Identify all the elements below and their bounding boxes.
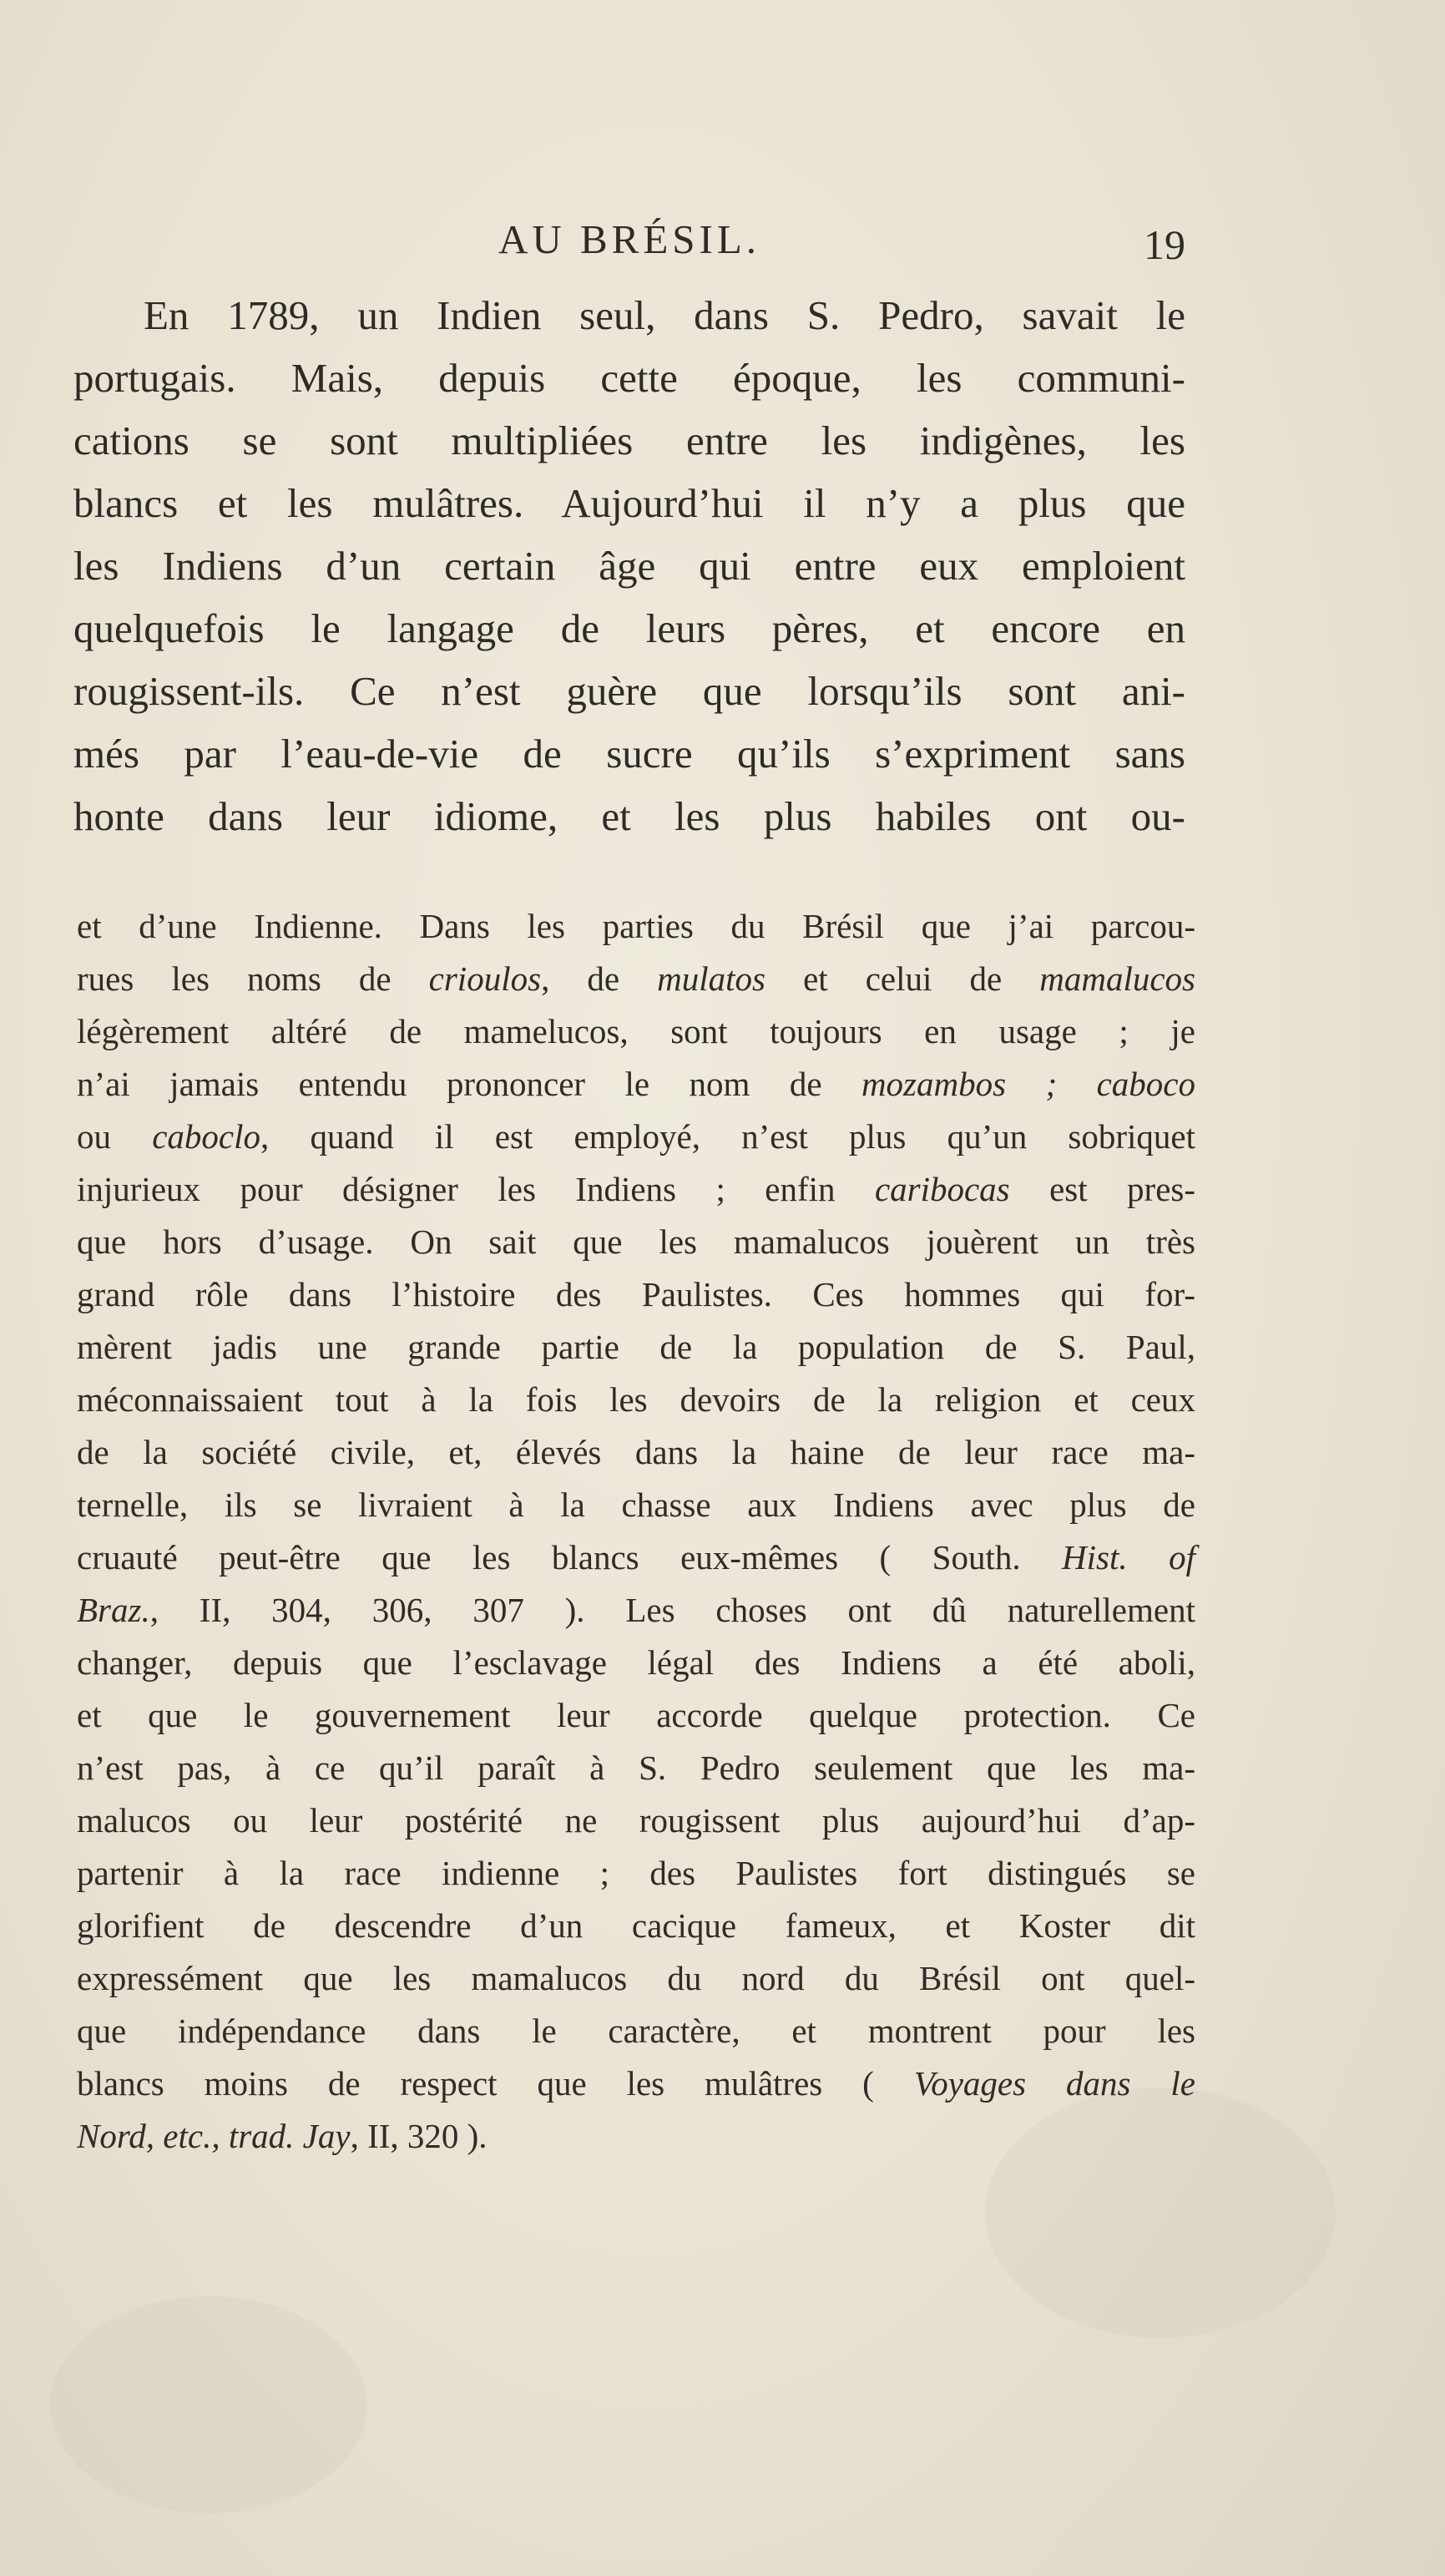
footnote-line [77, 1374, 1195, 1426]
footnote-text: de la société civile, et, élevés dans la haine de leur race ma- [77, 1433, 1195, 1471]
footnote-line [77, 1005, 1195, 1058]
running-head [73, 215, 1185, 274]
footnote-line [77, 1584, 1195, 1637]
footnote-line [77, 1900, 1195, 1952]
footnote-text: ternelle, ils se livraient à la chasse aux Indiens avec plus de [77, 1485, 1195, 1524]
running-title: AU BRÉSIL. [498, 216, 761, 262]
footnote-line [77, 2110, 1195, 2163]
footnote-text: , quand il est employé, n’est plus qu’un sobriquet [260, 1117, 1196, 1156]
footnote-italic-text: caboclo [152, 1117, 260, 1156]
footnote-line [77, 1426, 1195, 1479]
body-line: En 1789, un Indien seul, dans S. Pedro, savait le [144, 292, 1185, 338]
footnote-text: injurieux pour désigner les Indiens ; enfin [77, 1170, 875, 1208]
footnote-line [77, 1321, 1195, 1374]
footnote-text: et celui de [765, 959, 1040, 998]
footnote-line [77, 1111, 1195, 1163]
footnote-text: partenir à la race indienne ; des Paulistes fort distingués se [77, 1854, 1195, 1892]
footnote-text: que hors d’usage. On sait que les mamalucos jouèrent un très [77, 1222, 1195, 1261]
footnote-text: grand rôle dans l’histoire des Paulistes. Ces hommes qui for- [77, 1275, 1195, 1313]
footnote-text: rues les noms de [77, 959, 429, 998]
main-text [73, 284, 1185, 848]
footnote-text: malucos ou leur postérité ne rougissent plus aujourd’hui d’ap- [77, 1801, 1195, 1840]
footnote-line [77, 953, 1195, 1005]
footnote-text: n’ai jamais entendu prononcer le nom de [77, 1065, 861, 1103]
body-line: més par l’eau-de-vie de sucre qu’ils s’expriment sans [73, 731, 1185, 777]
footnote-text: est pres- [1009, 1170, 1195, 1208]
footnote-italic-text: mozambos ; caboco [861, 1065, 1195, 1103]
footnote-text: glorifient de descendre d’un cacique fameux, et Koster dit [77, 1906, 1195, 1945]
footnote-line [77, 1952, 1195, 2005]
footnote-text: et d’une Indienne. Dans les parties du Brésil que j’ai parcou- [77, 907, 1195, 945]
footnote-italic-text: Hist. of [1062, 1538, 1195, 1576]
footnote-text: n’est pas, à ce qu’il paraît à S. Pedro seulement que les ma- [77, 1749, 1195, 1787]
body-line: honte dans leur idiome, et les plus habiles ont ou- [73, 793, 1185, 839]
footnote-text: cruauté peut-être que les blancs eux-mêmes ( South. [77, 1538, 1063, 1576]
footnote-line [77, 1742, 1195, 1794]
footnote-line [77, 1163, 1195, 1216]
footnote-text: , de [541, 959, 658, 998]
footnote-text: , II, 320 ). [350, 2117, 488, 2155]
footnote-italic-text: caribocas [874, 1170, 1010, 1208]
footnote-text: mèrent jadis une grande partie de la population de S. Paul, [77, 1328, 1195, 1366]
footnote-italic-text: Braz. [77, 1591, 150, 1629]
footnote-line [77, 900, 1195, 953]
footnote-text: changer, depuis que l’esclavage légal des Indiens a été aboli, [77, 1643, 1195, 1682]
footnote-line [77, 1531, 1195, 1584]
page-number: 19 [1144, 221, 1185, 268]
footnote-text: expressément que les mamalucos du nord du Brésil ont quel- [77, 1959, 1195, 1997]
footnote-line [77, 1794, 1195, 1847]
body-line: cations se sont multipliées entre les indigènes, les [73, 418, 1185, 463]
footnote-text: méconnaissaient tout à la fois les devoirs de la religion et ceux [77, 1380, 1195, 1419]
footnote-line [77, 2057, 1195, 2110]
footnote-italic-text: crioulos [428, 959, 542, 998]
body-line: blancs et les mulâtres. Aujourd’hui il n’y a plus que [73, 480, 1185, 526]
footnote-text: que indépendance dans le caractère, et montrent pour les [77, 2012, 1195, 2050]
body-line: les Indiens d’un certain âge qui entre eux emploient [73, 543, 1185, 589]
footnote-italic-text: Voyages dans le [913, 2064, 1195, 2103]
footnote-italic-text: mulatos [657, 959, 765, 998]
footnote-line [77, 1847, 1195, 1900]
footnote-line [77, 1268, 1195, 1321]
footnote-text: et que le gouvernement leur accorde quelque protection. Ce [77, 1696, 1195, 1734]
footnote-text: légèrement altéré de mamelucos, sont toujours en usage ; je [77, 1012, 1195, 1050]
footnote-line [77, 2005, 1195, 2057]
footnote-text: blancs moins de respect que les mulâtres ( [77, 2064, 914, 2103]
footnote-line [77, 1479, 1195, 1531]
body-line: quelquefois le langage de leurs pères, et encore en [73, 605, 1185, 651]
footnote-text: ou [77, 1117, 153, 1156]
footnote-text: , II, 304, 306, 307 ). Les choses ont dû naturellement [149, 1591, 1195, 1629]
footnote-line [77, 1216, 1195, 1268]
paper-stain [50, 2296, 367, 2513]
footnote-italic-text: mamalucos [1039, 959, 1195, 998]
footnote [77, 900, 1195, 2163]
footnote-line [77, 1689, 1195, 1742]
body-line: rougissent-ils. Ce n’est guère que lorsqu’ils sont ani- [73, 668, 1185, 714]
footnote-italic-text: Nord, etc., trad. Jay [77, 2117, 351, 2155]
body-line: portugais. Mais, depuis cette époque, les communi- [73, 355, 1185, 401]
footnote-line [77, 1058, 1195, 1111]
footnote-line [77, 1637, 1195, 1689]
